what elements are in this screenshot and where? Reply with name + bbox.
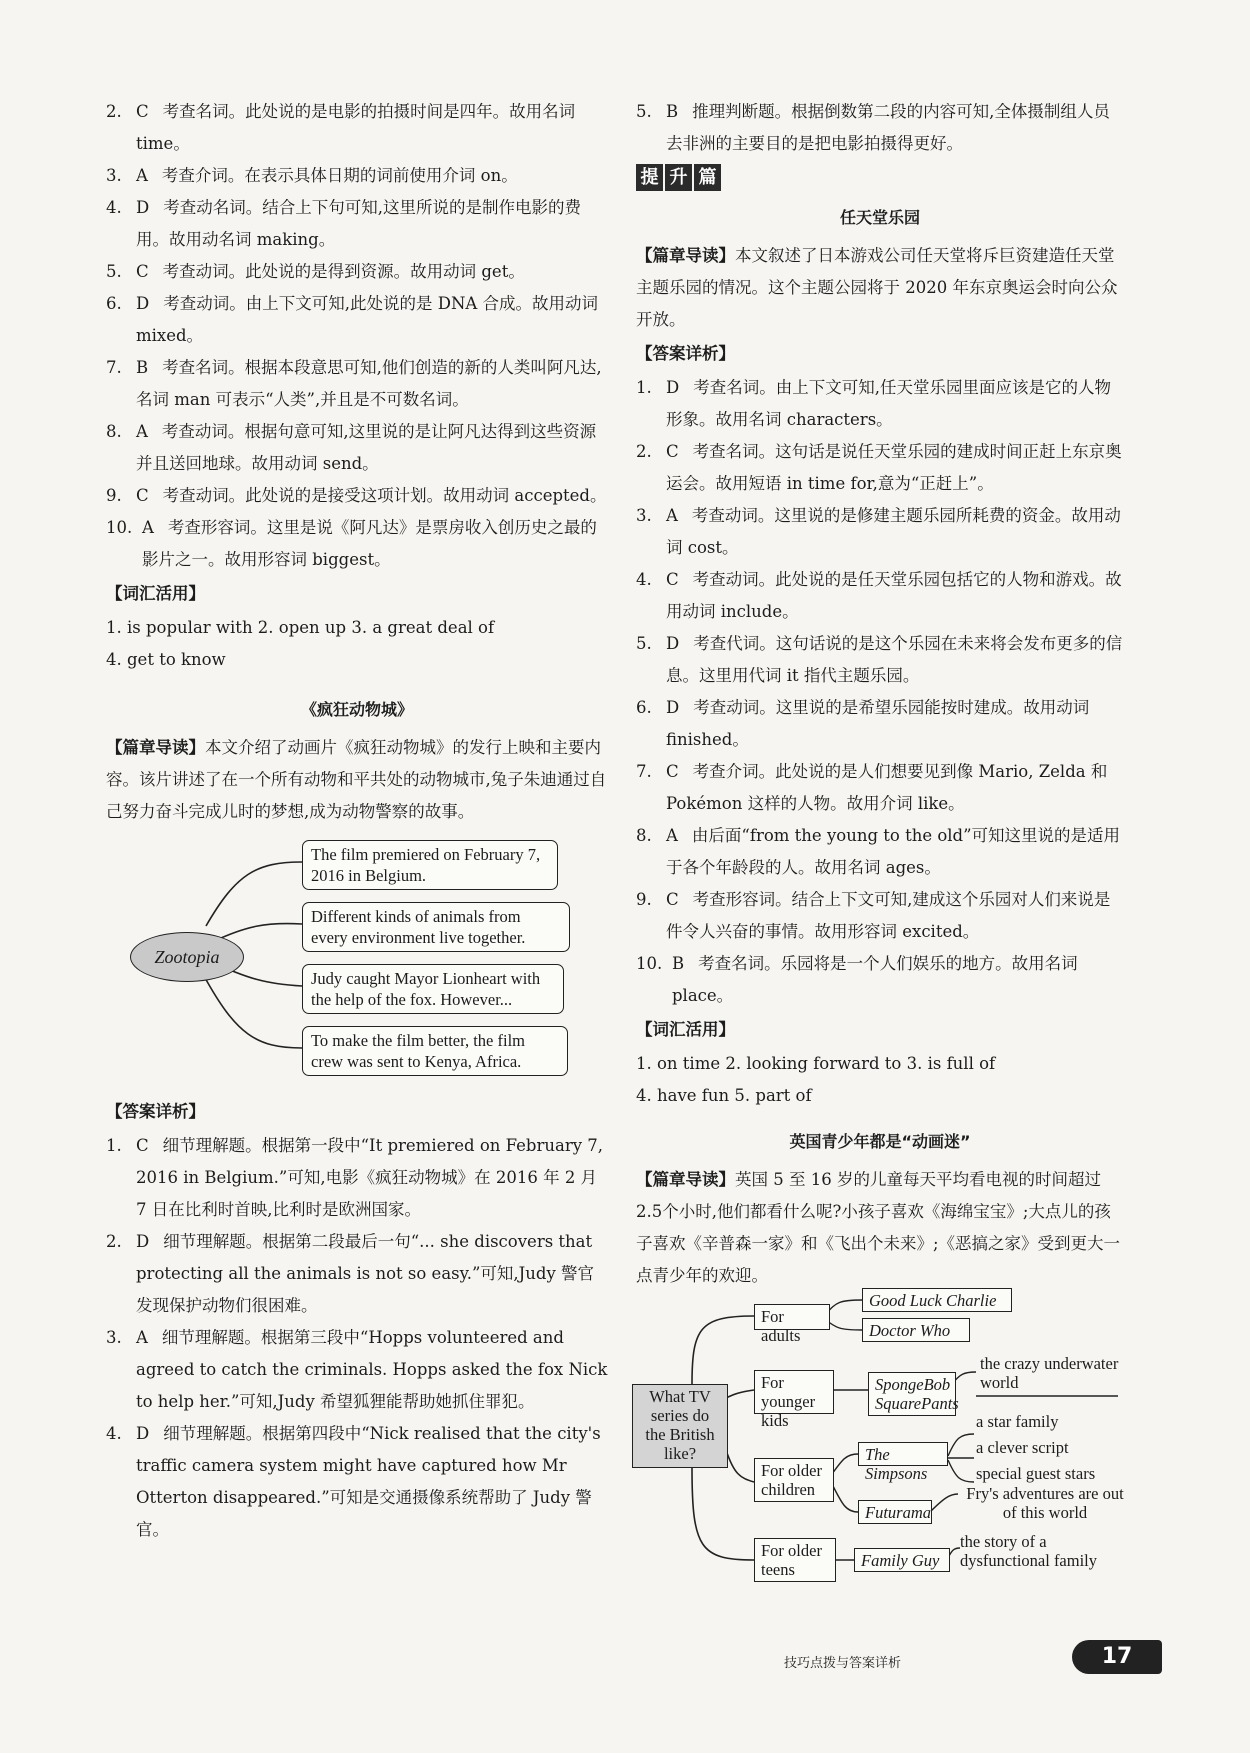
- answer-list-nintendo: [636, 372, 1124, 1012]
- item-explanation: 细节理解题。根据第二段最后一句“... she discovers that protecting all the animals is not so easy.”可知,Judy 警官发现保护动物们很困难。: [136, 1232, 595, 1315]
- item-explanation: 考查形容词。结合上下文可知,建成这个乐园对人们来说是件令人兴奋的事情。故用形容词 excited。: [666, 890, 1111, 941]
- item-explanation: 考查动词。由上下文可知,此处说的是 DNA 合成。故用动词 mixed。: [136, 294, 599, 345]
- section-title-nintendo: 任天堂乐园: [839, 208, 920, 227]
- item-answer: D: [136, 294, 150, 313]
- answer-item: [106, 192, 608, 256]
- item-number: 5.: [636, 102, 652, 121]
- mind-map-box: Judy caught Mayor Lionheart with the help of the fox. However...: [302, 964, 564, 1014]
- answer-item: [106, 416, 608, 480]
- item-number: 2.: [636, 442, 652, 461]
- vocab-line: 4. have fun 5. part of: [636, 1086, 812, 1105]
- answer-item: [636, 436, 1124, 500]
- item-number: 5.: [636, 634, 652, 653]
- tv-description: a clever script: [976, 1438, 1069, 1457]
- item-answer: C: [136, 262, 149, 281]
- answer-item: [106, 256, 608, 288]
- tv-show: Futurama: [858, 1500, 932, 1524]
- right-column: [636, 96, 1124, 1292]
- answer-item: [636, 948, 1124, 1012]
- vocab-line: 1. on time 2. looking forward to 3. is full of: [636, 1054, 996, 1073]
- tv-show: Doctor Who: [862, 1318, 970, 1342]
- answer-item: [106, 1322, 608, 1418]
- item-answer: B: [672, 954, 685, 973]
- item-explanation: 由后面“from the young to the old”可知这里说的是适用于各个年龄段的人。故用名词 ages。: [666, 826, 1121, 877]
- tv-description: the story of a dysfunctional family: [960, 1532, 1098, 1570]
- page-number: 17: [1072, 1640, 1162, 1674]
- intro-paragraph: [636, 240, 1124, 336]
- intro-text: 本文介绍了动画片《疯狂动物城》的发行上映和主要内容。该片讲述了在一个所有动物和平共处的动物城市,兔子朱迪通过自己努力奋斗完成儿时的梦想,成为动物警察的故事。: [106, 738, 607, 821]
- item-explanation: 细节理解题。根据第一段中“It premiered on February 7, 2016 in Belgium.”可知,电影《疯狂动物城》在 2016 年 2 月 7 日在比利时首映,比利时是欧洲国家。: [136, 1136, 604, 1219]
- answer-item: [636, 820, 1124, 884]
- intro-paragraph: [106, 732, 608, 828]
- mind-map-box: Different kinds of animals from every environment live together.: [302, 902, 570, 952]
- item-answer: C: [666, 570, 679, 589]
- item-answer: C: [666, 890, 679, 909]
- tv-map-center: What TV series do the British like?: [632, 1384, 728, 1468]
- item-answer: D: [666, 634, 680, 653]
- item-number: 2.: [106, 102, 122, 121]
- item-explanation: 考查名词。这句话是说任天堂乐园的建成时间正赶上东京奥运会。故用短语 in time for,意为“正赶上”。: [666, 442, 1122, 493]
- tv-description: Fry's adventures are out of this world: [966, 1484, 1124, 1522]
- item-number: 6.: [636, 698, 652, 717]
- item-explanation: 细节理解题。根据第三段中“Hopps volunteered and agreed to catch the criminals. Hopps asked the fox Nick to help her.”可知,Judy 希望狐狸能帮助她抓住罪犯。: [136, 1328, 608, 1411]
- answer-item: [106, 1226, 608, 1322]
- answer-item: [106, 1130, 608, 1226]
- answer-item: [106, 96, 608, 160]
- item-answer: B: [666, 102, 679, 121]
- item-number: 8.: [636, 826, 652, 845]
- answer-item: [636, 692, 1124, 756]
- item-number: 3.: [106, 1328, 122, 1347]
- item-number: 9.: [106, 486, 122, 505]
- item-number: 9.: [636, 890, 652, 909]
- tv-show: The Simpsons: [858, 1442, 948, 1466]
- answer-item: [636, 884, 1124, 948]
- item-explanation: 考查动词。这里说的是希望乐园能按时建成。故用动词 finished。: [666, 698, 1090, 749]
- item-number: 5.: [106, 262, 122, 281]
- item-answer: D: [666, 378, 680, 397]
- item-number: 8.: [106, 422, 122, 441]
- item-explanation: 考查介词。在表示具体日期的词前使用介词 on。: [161, 166, 518, 185]
- mind-map-box: To make the film better, the film crew was sent to Kenya, Africa.: [302, 1026, 568, 1076]
- tv-map-audience: For older teens: [754, 1538, 836, 1582]
- item-answer: C: [136, 1136, 149, 1155]
- vocab-line: 1. is popular with 2. open up 3. a great deal of: [106, 618, 495, 637]
- answer-item: [106, 512, 608, 576]
- item-answer: A: [666, 826, 678, 845]
- item-explanation: 细节理解题。根据第四段中“Nick realised that the city's traffic camera system might have captured how Mr Otterton disappeared.”可知是交通摄像系统帮助了 Judy 警官。: [136, 1424, 601, 1539]
- item-number: 7.: [106, 358, 122, 377]
- answer-item: [106, 1418, 608, 1546]
- answer-item: [106, 160, 608, 192]
- tv-show: SpongeBob SquarePants: [868, 1372, 956, 1416]
- intro-text: 本文叙述了日本游戏公司任天堂将斥巨资建造任天堂主题乐园的情况。这个主题公园将于 2020 年东京奥运会时向公众开放。: [636, 246, 1118, 329]
- answer-item: [106, 480, 608, 512]
- item-number: 1.: [636, 378, 652, 397]
- item-answer: D: [666, 698, 680, 717]
- answer-item: [636, 500, 1124, 564]
- footer-label: 技巧点拨与答案详析: [784, 1656, 902, 1671]
- intro-label: 【篇章导读】: [636, 1170, 735, 1189]
- item-answer: A: [136, 422, 148, 441]
- item-explanation: 考查名词。由上下文可知,任天堂乐园里面应该是它的人物形象。故用名词 characters。: [666, 378, 1111, 429]
- item-number: 10.: [636, 954, 663, 973]
- item-explanation: 考查动名词。结合上下句可知,这里所说的是制作电影的费用。故用动名词 making。: [136, 198, 581, 249]
- vocab-heading: 【词汇活用】: [106, 584, 205, 603]
- tv-description: a star family: [976, 1412, 1059, 1431]
- item-explanation: 考查名词。根据本段意思可知,他们创造的新的人类叫阿凡达,名词 man 可表示“人类”,并且是不可数名词。: [136, 358, 602, 409]
- item-number: 1.: [106, 1136, 122, 1155]
- answer-list-continued: [636, 96, 1124, 160]
- item-answer: C: [666, 762, 679, 781]
- item-number: 3.: [636, 506, 652, 525]
- item-number: 7.: [636, 762, 652, 781]
- item-explanation: 考查动词。此处说的是得到资源。故用动词 get。: [162, 262, 525, 281]
- item-number: 3.: [106, 166, 122, 185]
- item-explanation: 考查动词。此处说的是接受这项计划。故用动词 accepted。: [162, 486, 607, 505]
- tv-show: Family Guy: [854, 1548, 950, 1572]
- item-explanation: 考查形容词。这里是说《阿凡达》是票房收入创历史之最的影片之一。故用形容词 biggest。: [142, 518, 597, 569]
- answer-item: [106, 288, 608, 352]
- item-number: 4.: [636, 570, 652, 589]
- item-number: 6.: [106, 294, 122, 313]
- intro-text: 英国 5 至 16 岁的儿童每天平均看电视的时间超过2.5个小时,他们都看什么呢?小孩子喜欢《海绵宝宝》;大点儿的孩子喜欢《辛普森一家》和《飞出个未来》;《恶搞之家》受到更大一点青少年的欢迎。: [636, 1170, 1121, 1285]
- section-title-uk: 英国青少年都是“动画迷”: [789, 1132, 971, 1151]
- tv-description: the crazy underwater world: [980, 1354, 1119, 1392]
- item-explanation: 考查动词。根据句意可知,这里说的是让阿凡达得到这些资源并且送回地球。故用动词 send。: [136, 422, 597, 473]
- badge-char: 提: [636, 164, 663, 191]
- item-answer: A: [136, 1328, 148, 1347]
- answer-item: [636, 756, 1124, 820]
- intro-label: 【篇章导读】: [106, 738, 205, 757]
- item-answer: D: [136, 1232, 150, 1251]
- section-title-zootopia: 《疯狂动物城》: [300, 700, 413, 719]
- intro-paragraph: [636, 1164, 1124, 1292]
- mind-map-box: The film premiered on February 7, 2016 in Belgium.: [302, 840, 558, 890]
- item-answer: D: [136, 198, 150, 217]
- badge-char: 篇: [694, 164, 721, 191]
- vocab-heading: 【词汇活用】: [636, 1020, 735, 1039]
- answer-item: [636, 372, 1124, 436]
- item-explanation: 考查介词。此处说的是人们想要见到像 Mario, Zelda 和 Pokémon 这样的人物。故用介词 like。: [666, 762, 1108, 813]
- item-explanation: 考查动词。此处说的是任天堂乐园包括它的人物和游戏。故用动词 include。: [666, 570, 1122, 621]
- answer-item: [636, 96, 1124, 160]
- item-explanation: 考查名词。此处说的是电影的拍摄时间是四年。故用名词 time。: [136, 102, 576, 153]
- tv-description: special guest stars: [976, 1464, 1096, 1483]
- item-answer: C: [136, 102, 149, 121]
- item-number: 4.: [106, 198, 122, 217]
- item-number: 10.: [106, 518, 133, 537]
- item-explanation: 考查动词。这里说的是修建主题乐园所耗费的资金。故用动词 cost。: [666, 506, 1121, 557]
- answer-list-avatar: [106, 96, 608, 576]
- tv-show: Good Luck Charlie: [862, 1288, 1012, 1312]
- tv-map-audience: For older children: [754, 1458, 834, 1502]
- badge-char: 升: [665, 164, 692, 191]
- answers-heading: 【答案详析】: [636, 344, 735, 363]
- item-answer: A: [666, 506, 678, 525]
- item-explanation: 考查代词。这句话说的是这个乐园在未来将会发布更多的信息。这里用代词 it 指代主题乐园。: [666, 634, 1123, 685]
- item-answer: C: [666, 442, 679, 461]
- item-explanation: 考查名词。乐园将是一个人们娱乐的地方。故用名词 place。: [672, 954, 1078, 1005]
- answers-heading: 【答案详析】: [106, 1102, 205, 1121]
- item-answer: A: [142, 518, 154, 537]
- item-number: 4.: [106, 1424, 122, 1443]
- item-answer: C: [136, 486, 149, 505]
- intro-label: 【篇章导读】: [636, 246, 735, 265]
- tv-mind-map: [630, 1288, 1130, 1628]
- item-answer: A: [136, 166, 148, 185]
- answer-list-zootopia: [106, 1130, 608, 1546]
- tv-map-audience: For younger kids: [754, 1370, 834, 1414]
- item-answer: B: [136, 358, 149, 377]
- answer-item: [106, 352, 608, 416]
- item-explanation: 推理判断题。根据倒数第二段的内容可知,全体摄制组人员去非洲的主要目的是把电影拍摄得更好。: [666, 102, 1110, 153]
- zootopia-mind-map: [106, 834, 608, 1094]
- item-answer: D: [136, 1424, 150, 1443]
- level-badge: [636, 162, 723, 194]
- tv-map-audience: For adults: [754, 1304, 830, 1330]
- left-column: [106, 96, 608, 1546]
- item-number: 2.: [106, 1232, 122, 1251]
- answer-item: [636, 628, 1124, 692]
- mind-map-center: Zootopia: [130, 932, 244, 982]
- answer-item: [636, 564, 1124, 628]
- vocab-line: 4. get to know: [106, 650, 226, 669]
